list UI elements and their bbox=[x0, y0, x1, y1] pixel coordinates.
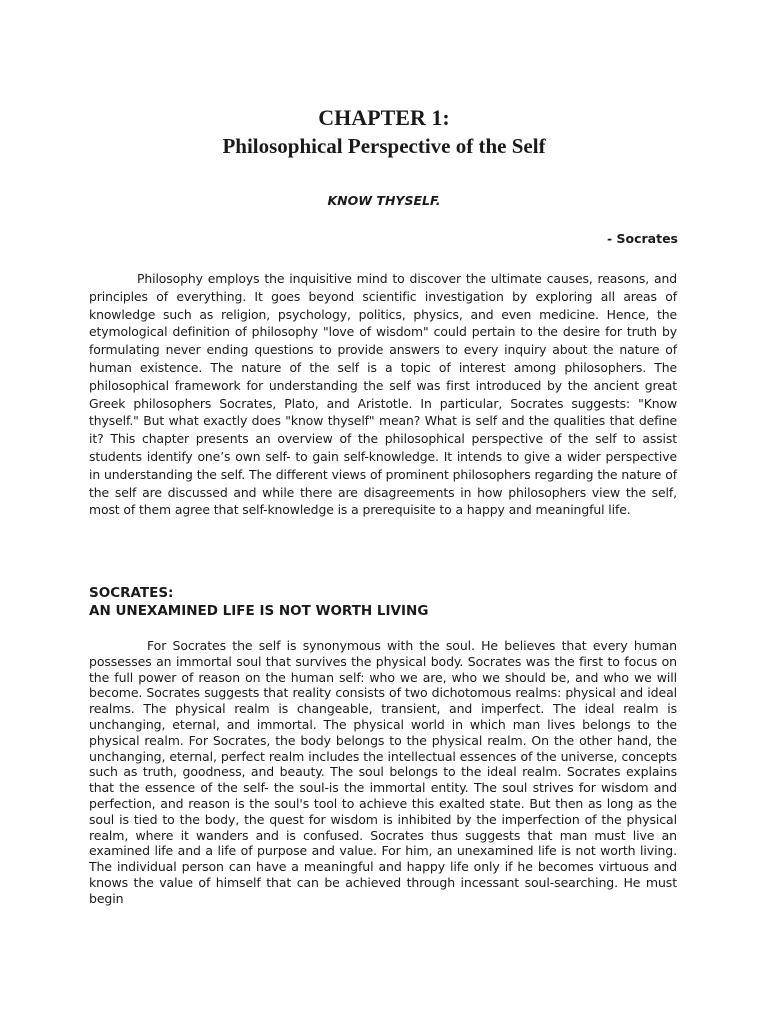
chapter-title: Philosophical Perspective of the Self bbox=[222, 134, 546, 158]
epigraph-quote: KNOW THYSELF. bbox=[327, 193, 441, 208]
epigraph-attribution: - Socrates bbox=[606, 231, 678, 246]
chapter-heading bbox=[0, 104, 768, 160]
socrates-paragraph: For Socrates the self is synonymous with the soul. He believes that every human possesses an immortal soul that survives the physical body. Socrates was the first to focus on the full power of reason on the human self: who we are, who we should be, and who we will become. Socrates suggests that reality consists of two dichotomous realms: physical and ideal realms. The physical realm is changeable, transient, and imperfect. The ideal realm is unchanging, eternal, and immortal. The physical world in which man lives belongs to the physical realm. For Socrates, the body belongs to the physical realm. On the other hand, the unchanging, eternal, perfect realm includes the intellectual essences of the universe, concepts such as truth, goodness, and beauty. The soul belongs to the ideal realm. Socrates explains that the essence of the self- the soul-is the immortal entity. The soul strives for wisdom and perfection, and reason is the soul's tool to achieve this exalted state. But then as long as the soul is tied to the body, the quest for wisdom is inhibited by the imperfection of the physical realm, where it wanders and is confused. Socrates thus suggests that man must live an examined life and a life of purpose and value. For him, an unexamined life is not worth living. The individual person can have a meaningful and happy life only if he becomes virtuous and knows the value of himself that can be achieved through incessant soul-searching. He must begin bbox=[89, 638, 677, 906]
section-heading-line2: AN UNEXAMINED LIFE IS NOT WORTH LIVING bbox=[89, 603, 429, 619]
section-heading bbox=[89, 584, 428, 620]
intro-paragraph: Philosophy employs the inquisitive mind to discover the ultimate causes, reasons, and principles of everything. It goes beyond scientific investigation by exploring all areas of knowledge such as religion, psychology, politics, physics, and even medicine. Hence, the etymological definition of philosophy "love of wisdom" could pertain to the desire for truth by formulating never ending questions to provide answers to every inquiry about the nature of human existence. The nature of the self is a topic of interest among philosophers. The philosophical framework for understanding the self was first introduced by the ancient great Greek philosophers Socrates, Plato, and Aristotle. In particular, Socrates suggests: "Know thyself." But what exactly does "know thyself" mean? What is self and the qualities that define it? This chapter presents an overview of the philosophical perspective of the self to assist students identify one’s own self- to gain self-knowledge. It intends to give a wider perspective in understanding the self. The different views of prominent philosophers regarding the nature of the self are discussed and while there are disagreements in how philosophers view the self, most of them agree that self-knowledge is a prerequisite to a happy and meaningful life. bbox=[89, 271, 677, 518]
chapter-number: CHAPTER 1: bbox=[318, 105, 450, 130]
section-heading-line1: SOCRATES: bbox=[89, 585, 174, 601]
